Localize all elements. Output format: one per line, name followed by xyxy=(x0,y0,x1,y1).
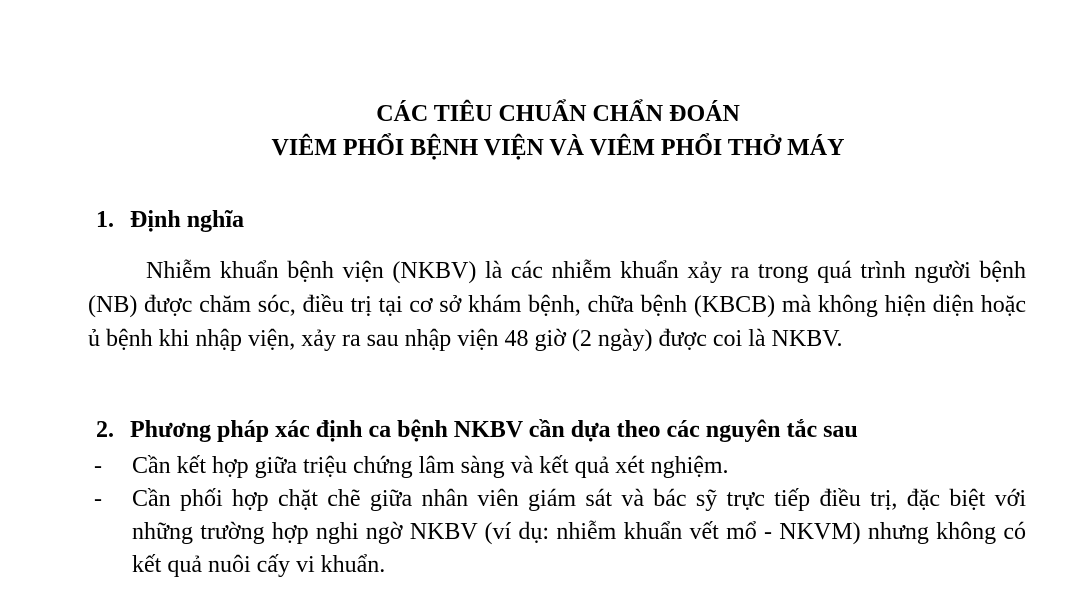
bullet-marker: - xyxy=(94,453,102,479)
section-1-heading xyxy=(96,204,244,236)
section-2-heading-text: Phương pháp xác định ca bệnh NKBV cần dựa theo các nguyên tắc sau xyxy=(130,417,858,443)
section-1-heading-text: Định nghĩa xyxy=(130,207,245,233)
document-title-line-1: CÁC TIÊU CHUẨN CHẨN ĐOÁN xyxy=(376,101,740,127)
bullet-text: Cần kết hợp giữa triệu chứng lâm sàng và kết quả xét nghiệm. xyxy=(132,453,729,479)
section-1-number: 1. xyxy=(96,207,114,233)
section-2-number: 2. xyxy=(96,417,114,443)
section-2-bullet-list xyxy=(88,450,1026,582)
bullet-text: Cần phối hợp chặt chẽ giữa nhân viên giám sát và bác sỹ trực tiếp điều trị, đặc biệt với những trường hợp nghi ngờ NKBV (ví dụ: nhiễm khuẩn vết mổ - NKVM) nhưng không có kết quả nuôi cấy vi khuẩn. xyxy=(132,486,1026,578)
section-1-paragraph: Nhiễm khuẩn bệnh viện (NKBV) là các nhiễm khuẩn xảy ra trong quá trình người bệnh (NB) được chăm sóc, điều trị tại cơ sở khám bệnh, chữa bệnh (KBCB) mà không hiện diện hoặc ủ bệnh khi nhập viện, xảy ra sau nhập viện 48 giờ (2 ngày) được coi là NKBV. xyxy=(88,258,1026,352)
section-2-heading xyxy=(96,414,858,446)
list-item xyxy=(88,450,1026,483)
document-title-line-2: VIÊM PHỔI BỆNH VIỆN VÀ VIÊM PHỔI THỞ MÁY xyxy=(271,135,845,161)
list-item xyxy=(88,483,1026,582)
bullet-marker: - xyxy=(94,486,102,512)
